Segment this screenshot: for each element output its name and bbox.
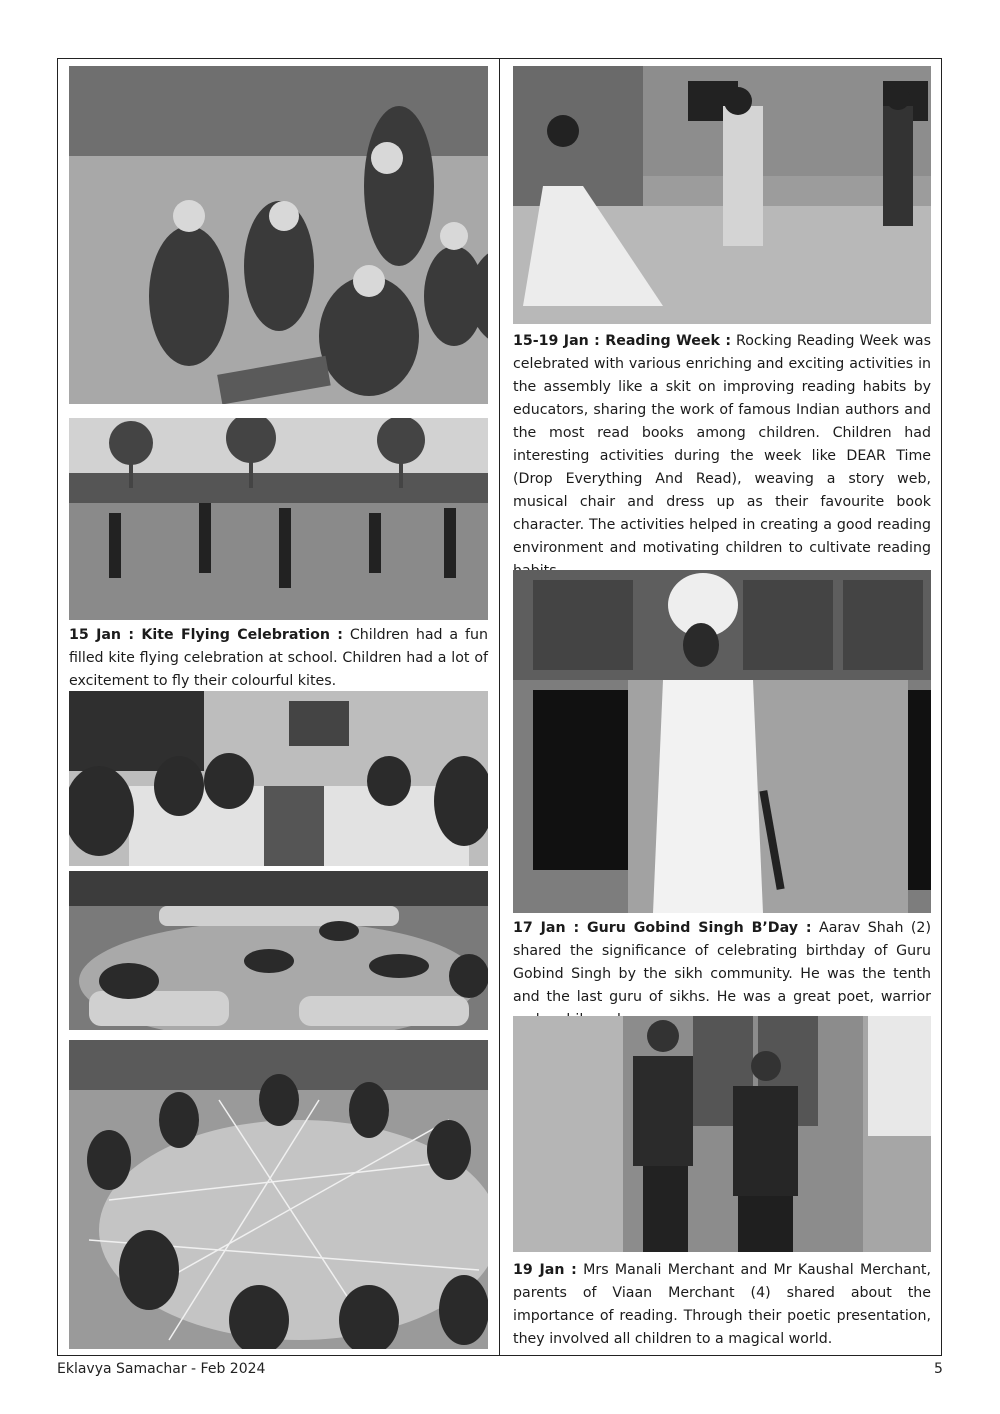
photo-kite-flying [69, 418, 488, 620]
caption-reading-title: 15-19 Jan : Reading Week : [513, 333, 732, 349]
caption-parents-title: 19 Jan : [513, 1262, 577, 1278]
footer-page-number: 5 [934, 1361, 943, 1377]
photo-kite-making [69, 66, 488, 404]
caption-kite-text: Children had a fun filled kite flying celebration at school. Children had a lot of excitement to fly their colourful kites. [69, 627, 488, 689]
caption-parents-presentation [513, 1259, 931, 1351]
photo-parents-presentation [513, 1016, 931, 1252]
caption-reading-week [513, 330, 931, 583]
footer-publication: Eklavya Samachar - Feb 2024 [57, 1361, 266, 1377]
caption-kite-title: 15 Jan : Kite Flying Celebration : [69, 627, 343, 643]
caption-kite-flying [69, 624, 488, 693]
caption-parents-text: Mrs Manali Merchant and Mr Kaushal Merchant, parents of Viaan Merchant (4) shared about the importance of reading. Through their poetic presentation, they involved all children to a magical world. [513, 1262, 932, 1347]
caption-guru-title: 17 Jan : Guru Gobind Singh B’Day : [513, 920, 812, 936]
column-divider [499, 58, 500, 1356]
caption-guru-gobind-singh [513, 917, 931, 1032]
photo-reading-outdoors [69, 871, 488, 1030]
caption-guru-text: Aarav Shah (2) shared the significance of celebrating birthday of Guru Gobind Singh by the sikh community. He was the tenth and the last guru of sikhs. He was a great poet, warrior [513, 920, 931, 1005]
photo-reading-week-skit [513, 66, 931, 324]
photo-reading-class [69, 691, 488, 866]
caption-reading-text: Rocking Reading Week was celebrated with various enriching and exciting activities in the assembly like a skit on improving reading habits by educators, sharing the work of famous Indian authors and the most read books among children. Children had interesting activities during the week like DEAR Time (Drop Everything And Read), weaving a story web, musical chair and dress up as their favourite book character. The activities helped in creating a good reading environment and motivating children to cultivate reading [513, 333, 931, 556]
photo-story-web [69, 1040, 488, 1349]
photo-guru-gobind-singh [513, 570, 931, 913]
